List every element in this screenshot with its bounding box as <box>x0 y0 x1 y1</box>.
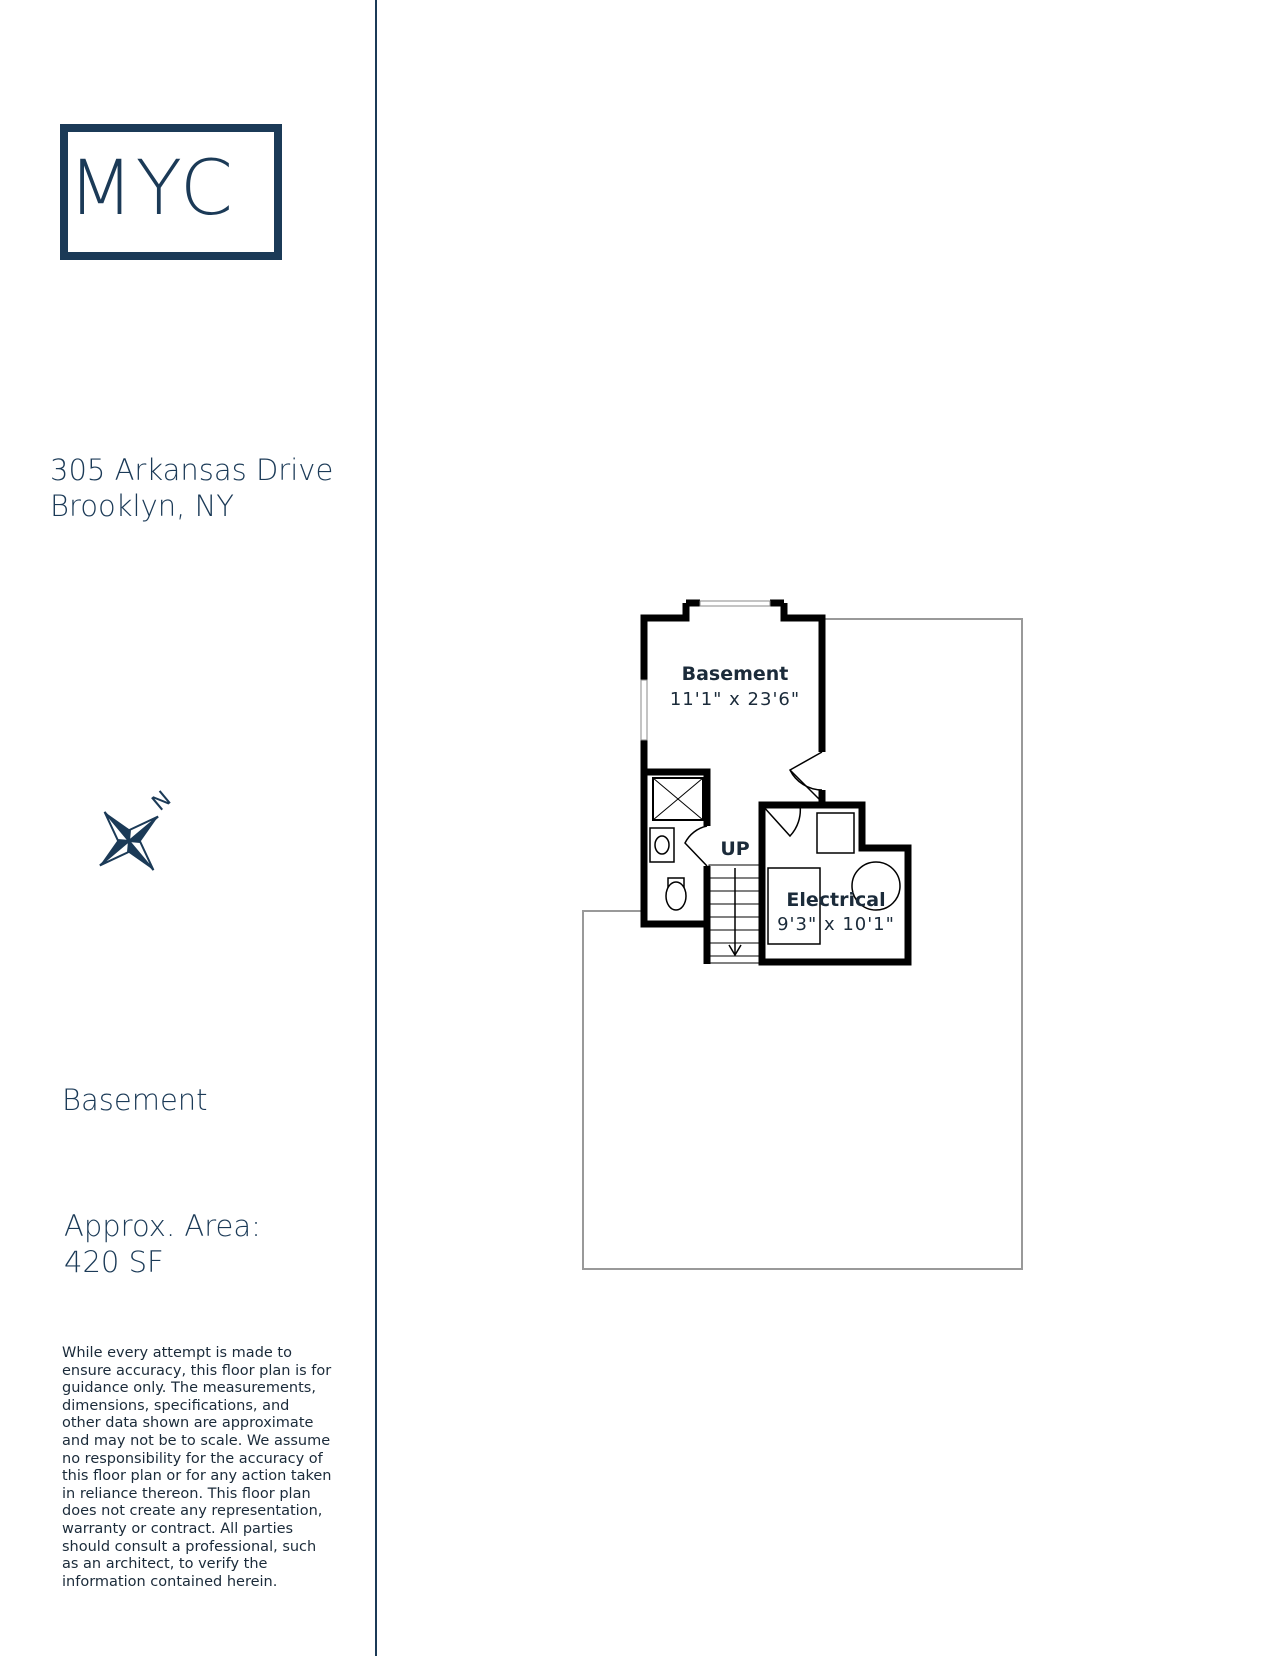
compass-north-label: N <box>147 786 177 817</box>
address-line-1: 305 Arkansas Drive <box>50 453 334 487</box>
room-dim-electrical: 9'3" x 10'1" <box>777 914 895 935</box>
area-value: 420 SF <box>64 1245 164 1279</box>
approx-area <box>64 1208 261 1280</box>
stairs <box>709 865 761 963</box>
floor-name: Basement <box>62 1083 208 1117</box>
basement-door-icon <box>790 752 822 790</box>
brand-logo <box>60 124 282 260</box>
compass-icon <box>74 786 184 896</box>
room-name-basement: Basement <box>681 663 789 685</box>
electrical-door-icon <box>762 805 800 836</box>
sidebar-divider <box>375 0 377 1656</box>
disclaimer-text: While every attempt is made to ensure accuracy, this floor plan is for guidance only. The measurements, dimensions, specifications, and other data shown are approximate and may not be to scale. We assume no responsibility for the accuracy of this floor plan or for any action taken in reliance thereon. This floor plan does not create any representation, warranty or contract. All parties should consult a professional, such as an architect, to verify the information contained herein. <box>62 1345 332 1590</box>
basement-right-wall <box>784 603 822 752</box>
stair-label: UP <box>720 838 750 860</box>
sidebar <box>0 0 376 1656</box>
property-address <box>50 452 333 524</box>
equipment-box-icon <box>817 813 854 853</box>
area-label: Approx. Area: <box>64 1209 261 1243</box>
logo-text: MYC <box>68 143 235 232</box>
address-line-2: Brooklyn, NY <box>50 489 234 523</box>
bathroom-door-icon <box>685 826 707 866</box>
toilet-icon <box>666 878 686 910</box>
floor-plan <box>560 590 1040 1290</box>
room-dim-basement: 11'1" x 23'6" <box>669 689 801 710</box>
room-name-electrical: Electrical <box>786 889 886 911</box>
